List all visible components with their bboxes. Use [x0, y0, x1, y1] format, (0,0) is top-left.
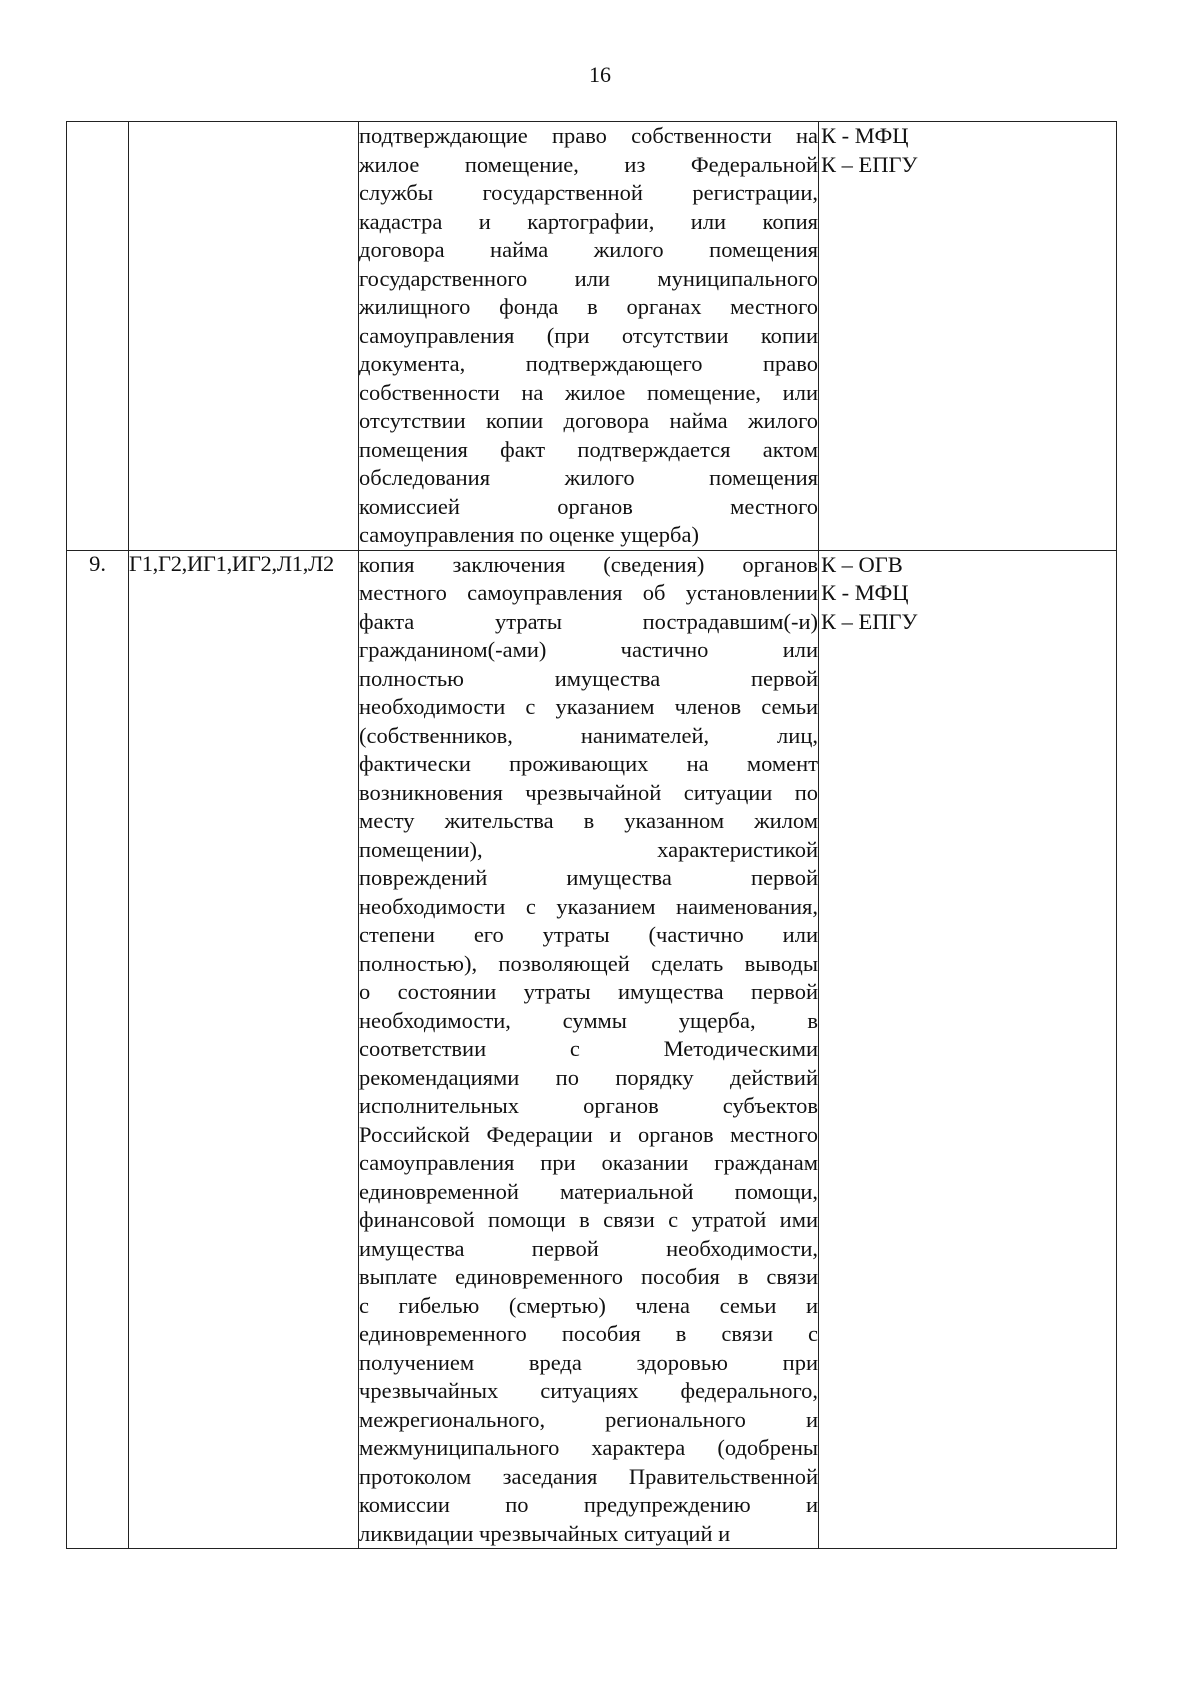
documents-table — [66, 121, 1117, 1549]
description-line: единовременной материальной помощи, — [359, 1178, 818, 1204]
description-line: самоуправления по оценке ущерба) — [359, 522, 699, 547]
row-number — [67, 122, 129, 551]
description-line: обследования жилого помещения — [359, 465, 818, 490]
description-line: финансовой помощи в связи с утратой ими — [359, 1207, 818, 1232]
description-line: степени его утраты (частично или — [359, 922, 818, 947]
applicant-codes — [129, 122, 359, 551]
description-line: рекомендациями по порядку действий — [359, 1064, 818, 1090]
description-line: полностью), позволяющей сделать выводы — [359, 950, 818, 976]
description-line: необходимости, суммы ущерба, в — [359, 1007, 818, 1033]
description-line: факта утраты пострадавшим(-и) — [359, 608, 818, 634]
description-line: документа, подтверждающего право — [359, 351, 818, 376]
description-line: гражданином(-ами) частично или — [359, 637, 818, 662]
description-line: жилое помещение, из Федеральной — [359, 151, 818, 177]
description-line: помещении), характеристикой — [359, 836, 818, 862]
description-line: собственности на жилое помещение, или — [359, 379, 818, 405]
table-row — [67, 122, 1117, 551]
description-line: помещения факт подтверждается актом — [359, 436, 818, 462]
description-line: единовременного пособия в связи с — [359, 1321, 818, 1346]
description-line: необходимости с указанием наименования, — [359, 893, 818, 919]
description-line: самоуправления при оказании гражданам — [359, 1150, 818, 1175]
description-line: повреждений имущества первой — [359, 865, 818, 890]
description-line: возникновения чрезвычайной ситуации по — [359, 779, 818, 805]
submission-channels — [819, 550, 1117, 1549]
description-line: комиссией органов местного — [359, 493, 818, 519]
submission-channels — [819, 122, 1117, 551]
description-line: с гибелью (смертью) члена семьи и — [359, 1292, 818, 1318]
description-line: местного самоуправления об установлении — [359, 580, 818, 605]
description-line: фактически проживающих на момент — [359, 751, 818, 776]
description-line: соответствии с Методическими — [359, 1036, 818, 1061]
description-line: межмуниципального характера (одобрены — [359, 1435, 818, 1460]
document-description — [359, 122, 819, 551]
description-line: ликвидации чрезвычайных ситуаций и — [359, 1520, 731, 1546]
description-line: необходимости с указанием членов семьи — [359, 694, 818, 719]
channel-item: К - МФЦ — [821, 123, 909, 148]
page-number: 16 — [589, 62, 611, 87]
description-line: получением вреда здоровью при — [359, 1349, 818, 1375]
channel-item: К - МФЦ — [821, 580, 909, 605]
description-line: государственного или муниципального — [359, 265, 818, 291]
channel-item: К – ЕПГУ — [821, 151, 918, 177]
description-line: службы государственной регистрации, — [359, 180, 818, 205]
description-line: месту жительства в указанном жилом — [359, 808, 818, 833]
description-line: полностью имущества первой — [359, 665, 818, 691]
description-line: кадастра и картографии, или копия — [359, 208, 818, 234]
description-line: (собственников, нанимателей, лиц, — [359, 722, 818, 748]
channel-item: К – ОГВ — [821, 551, 903, 577]
description-line: договора найма жилого помещения — [359, 237, 818, 262]
row-number: 9. — [67, 550, 129, 1549]
description-line: отсутствии копии договора найма жилого — [359, 408, 818, 433]
channel-item: К – ЕПГУ — [821, 608, 918, 634]
description-line: исполнительных органов субъектов — [359, 1093, 818, 1118]
description-line: самоуправления (при отсутствии копии — [359, 322, 818, 348]
description-line: выплате единовременного пособия в связи — [359, 1264, 818, 1289]
description-line: межрегионального, регионального и — [359, 1406, 818, 1432]
description-line: копия заключения (сведения) органов — [359, 551, 818, 577]
description-line: Российской Федерации и органов местного — [359, 1121, 818, 1147]
description-line: имущества первой необходимости, — [359, 1235, 818, 1261]
applicant-codes: Г1,Г2,ИГ1,ИГ2,Л1,Л2 — [129, 550, 359, 1549]
description-line: протоколом заседания Правительственной — [359, 1463, 818, 1489]
description-line: чрезвычайных ситуациях федерального, — [359, 1378, 818, 1403]
description-line: о состоянии утраты имущества первой — [359, 979, 818, 1004]
description-line: жилищного фонда в органах местного — [359, 294, 818, 319]
description-line: подтверждающие право собственности на — [359, 123, 818, 148]
document-description — [359, 550, 819, 1549]
description-line: комиссии по предупреждению и — [359, 1492, 818, 1517]
table-row — [67, 550, 1117, 1549]
